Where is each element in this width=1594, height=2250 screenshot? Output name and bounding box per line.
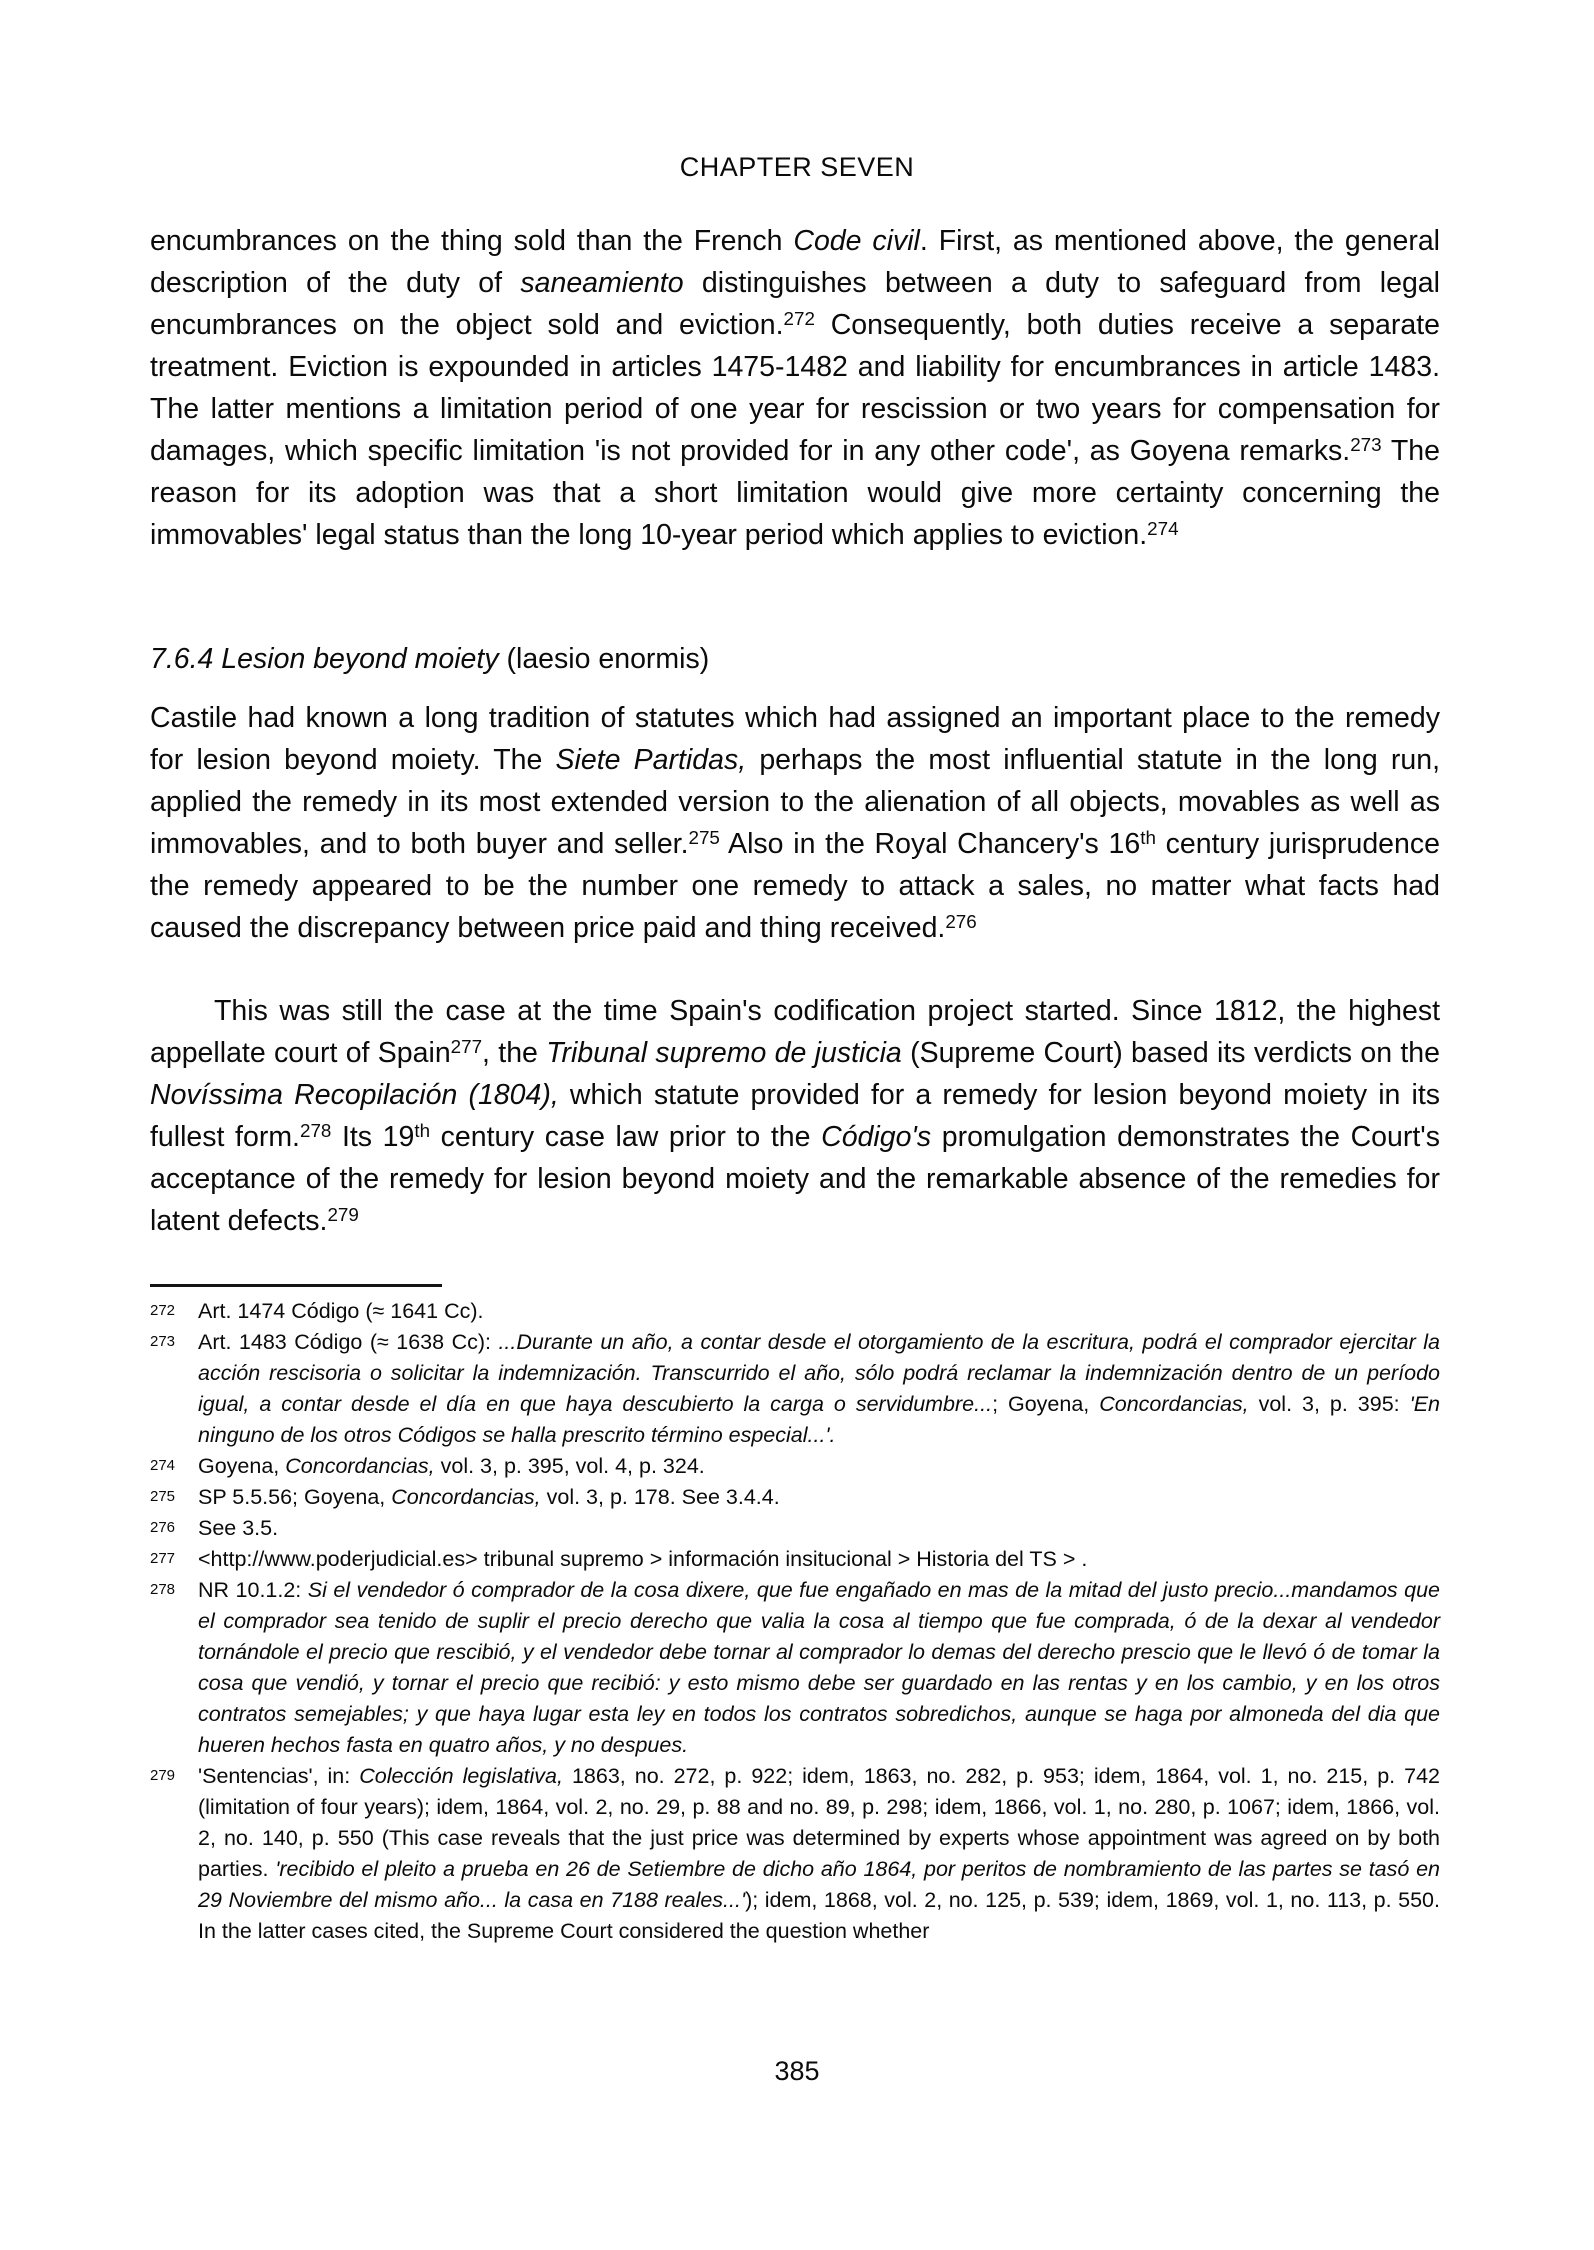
footnote-274: [150, 1451, 1440, 1482]
footnote-number: 276: [150, 1519, 176, 1536]
footnote-text: SP 5.5.56; Goyena, Concordancias, vol. 3, p. 178. See 3.4.4.: [198, 1485, 780, 1509]
footnote-text: See 3.5.: [198, 1516, 279, 1540]
footnote-separator: [150, 1284, 442, 1287]
footnote-text: Art. 1474 Código (≈ 1641 Cc).: [198, 1299, 484, 1323]
footnote-278: [150, 1575, 1440, 1761]
footnote-279: [150, 1761, 1440, 1947]
paragraph-encumbrances: encumbrances on the thing sold than the French Code civil. First, as mentioned above, the general description of the duty of saneamiento distinguishes between a duty to safeguard from legal encumbrances on the object sold and eviction.$^{272}$ Consequently, both duties receive a separate treatment. Eviction is expounded in articles 1475-1482 and liability for encumbrances in article 1483. The latter mentions a limitation period of one year for rescission or two years for compensation for damages, which specific limitation 'is not provided for in any other code', as Goyena remarks.$^{273}$ The reason for its adoption was that a short limitation would give more certainty concerning the immovables' legal status than the long 10-year period which applies to eviction.$^{274}$: [150, 225, 1441, 551]
footnote-276: [150, 1513, 1440, 1544]
footnote-273: [150, 1327, 1440, 1451]
page-number: 385: [774, 2056, 820, 2086]
footnote-text: 'Sentencias', in: Colección legislativa, 1863, no. 272, p. 922; idem, 1863, no. 282, p. 953; idem, 1864, vol. 1, no. 215, p. 742 (limitation of four years); idem, 1864, vol. 2, no. 29, p. 88 and no. 89, p. 298; idem, 1866, vol. 1, no. 280, p. 1067; idem, 1866, vol. 2, no. 140, p. 550 (This case reveals that the just price was determined by experts whose appointment was agreed on by both parties. 'recibido el pleito a prueba en 26 de Setiembre de dicho año 1864, por peritos de nombramiento de las partes se tasó en 29 Noviembre del mismo año... la casa en 7188 reales...'); idem, 1868, vol. 2, no. 125, p. 539; idem, 1869, vol. 1, no. 113, p. 550. In the latter cases cited, the Supreme Court considered the question whether: [198, 1764, 1440, 1943]
footnote-number: 275: [150, 1488, 176, 1505]
footnote-number: 274: [150, 1457, 176, 1474]
footnote-277: [150, 1544, 1440, 1575]
footnote-275: [150, 1482, 1440, 1513]
section-heading-7-6-4: 7.6.4 Lesion beyond moiety (laesio enormis): [150, 643, 710, 675]
footnote-number: 272: [150, 1302, 176, 1319]
footnote-272: [150, 1296, 1440, 1327]
footnote-number: 273: [150, 1333, 176, 1350]
paragraph-codification: This was still the case at the time Spain's codification project started. Since 1812, the highest appellate court of Spain$^{277}$, the Tribunal supremo de justicia (Supreme Court) based its verdicts on the Novíssima Recopilación (1804), which statute provided for a remedy for lesion beyond moiety in its fullest form.$^{278}$ Its 19th century case law prior to the Código's promulgation demonstrates the Court's acceptance of the remedy for lesion beyond moiety and the remarkable absence of the remedies for latent defects.$^{279}$: [150, 995, 1440, 1237]
chapter-header: CHAPTER SEVEN: [679, 152, 915, 182]
footnote-text: Goyena, Concordancias, vol. 3, p. 395, vol. 4, p. 324.: [198, 1454, 705, 1478]
footnote-text: NR 10.1.2: Si el vendedor ó comprador de la cosa dixere, que fue engañado en mas de la mitad del justo precio...mandamos que el comprador sea tenido de suplir el precio derecho que valia la cosa al tiempo que fue comprada, ó de la dexar al vendedor tornándole el precio que rescibió, y el vendedor debe tornar al comprador lo demas del derecho prescio que le llevó ó de tomar la cosa que vendió, y tornar el precio que recibió: y esto mismo debe ser guardado en las rentas y en los cambio, y en los otros contratos semejables; y que haya lugar esta ley en todos los contratos sobredichos, aunque se haga por almoneda del dia que hueren hechos fasta en quatro años, y no despues.: [198, 1578, 1440, 1757]
footnotes-section: [150, 1296, 1440, 1947]
footnote-number: 279: [150, 1767, 176, 1784]
footnote-text: <http://www.poderjudicial.es> tribunal supremo > información insitucional > Historia del TS > .: [198, 1547, 1088, 1571]
footnote-number: 278: [150, 1581, 176, 1598]
footnote-number: 277: [150, 1550, 176, 1567]
paragraph-castile: Castile had known a long tradition of statutes which had assigned an important place to the remedy for lesion beyond moiety. The Siete Partidas, perhaps the most influential statute in the long run, applied the remedy in its most extended version to the alienation of all objects, movables as well as immovables, and to both buyer and seller.$^{275}$ Also in the Royal Chancery's 16th century jurisprudence the remedy appeared to be the number one remedy to attack a sales, no matter what facts had caused the discrepancy between price paid and thing received.$^{276}$: [150, 702, 1440, 944]
footnote-text: Art. 1483 Código (≈ 1638 Cc): ...Durante un año, a contar desde el otorgamiento de la escritura, podrá el comprador ejercitar la acción rescisoria o solicitar la indemnización. Transcurrido el año, sólo podrá reclamar la indemnización dentro de un período igual, a contar desde el día en que haya descubierto la carga o servidumbre...; Goyena, Concordancias, vol. 3, p. 395: 'En ninguno de los otros Códigos se halla prescrito término especial...'.: [198, 1330, 1440, 1447]
